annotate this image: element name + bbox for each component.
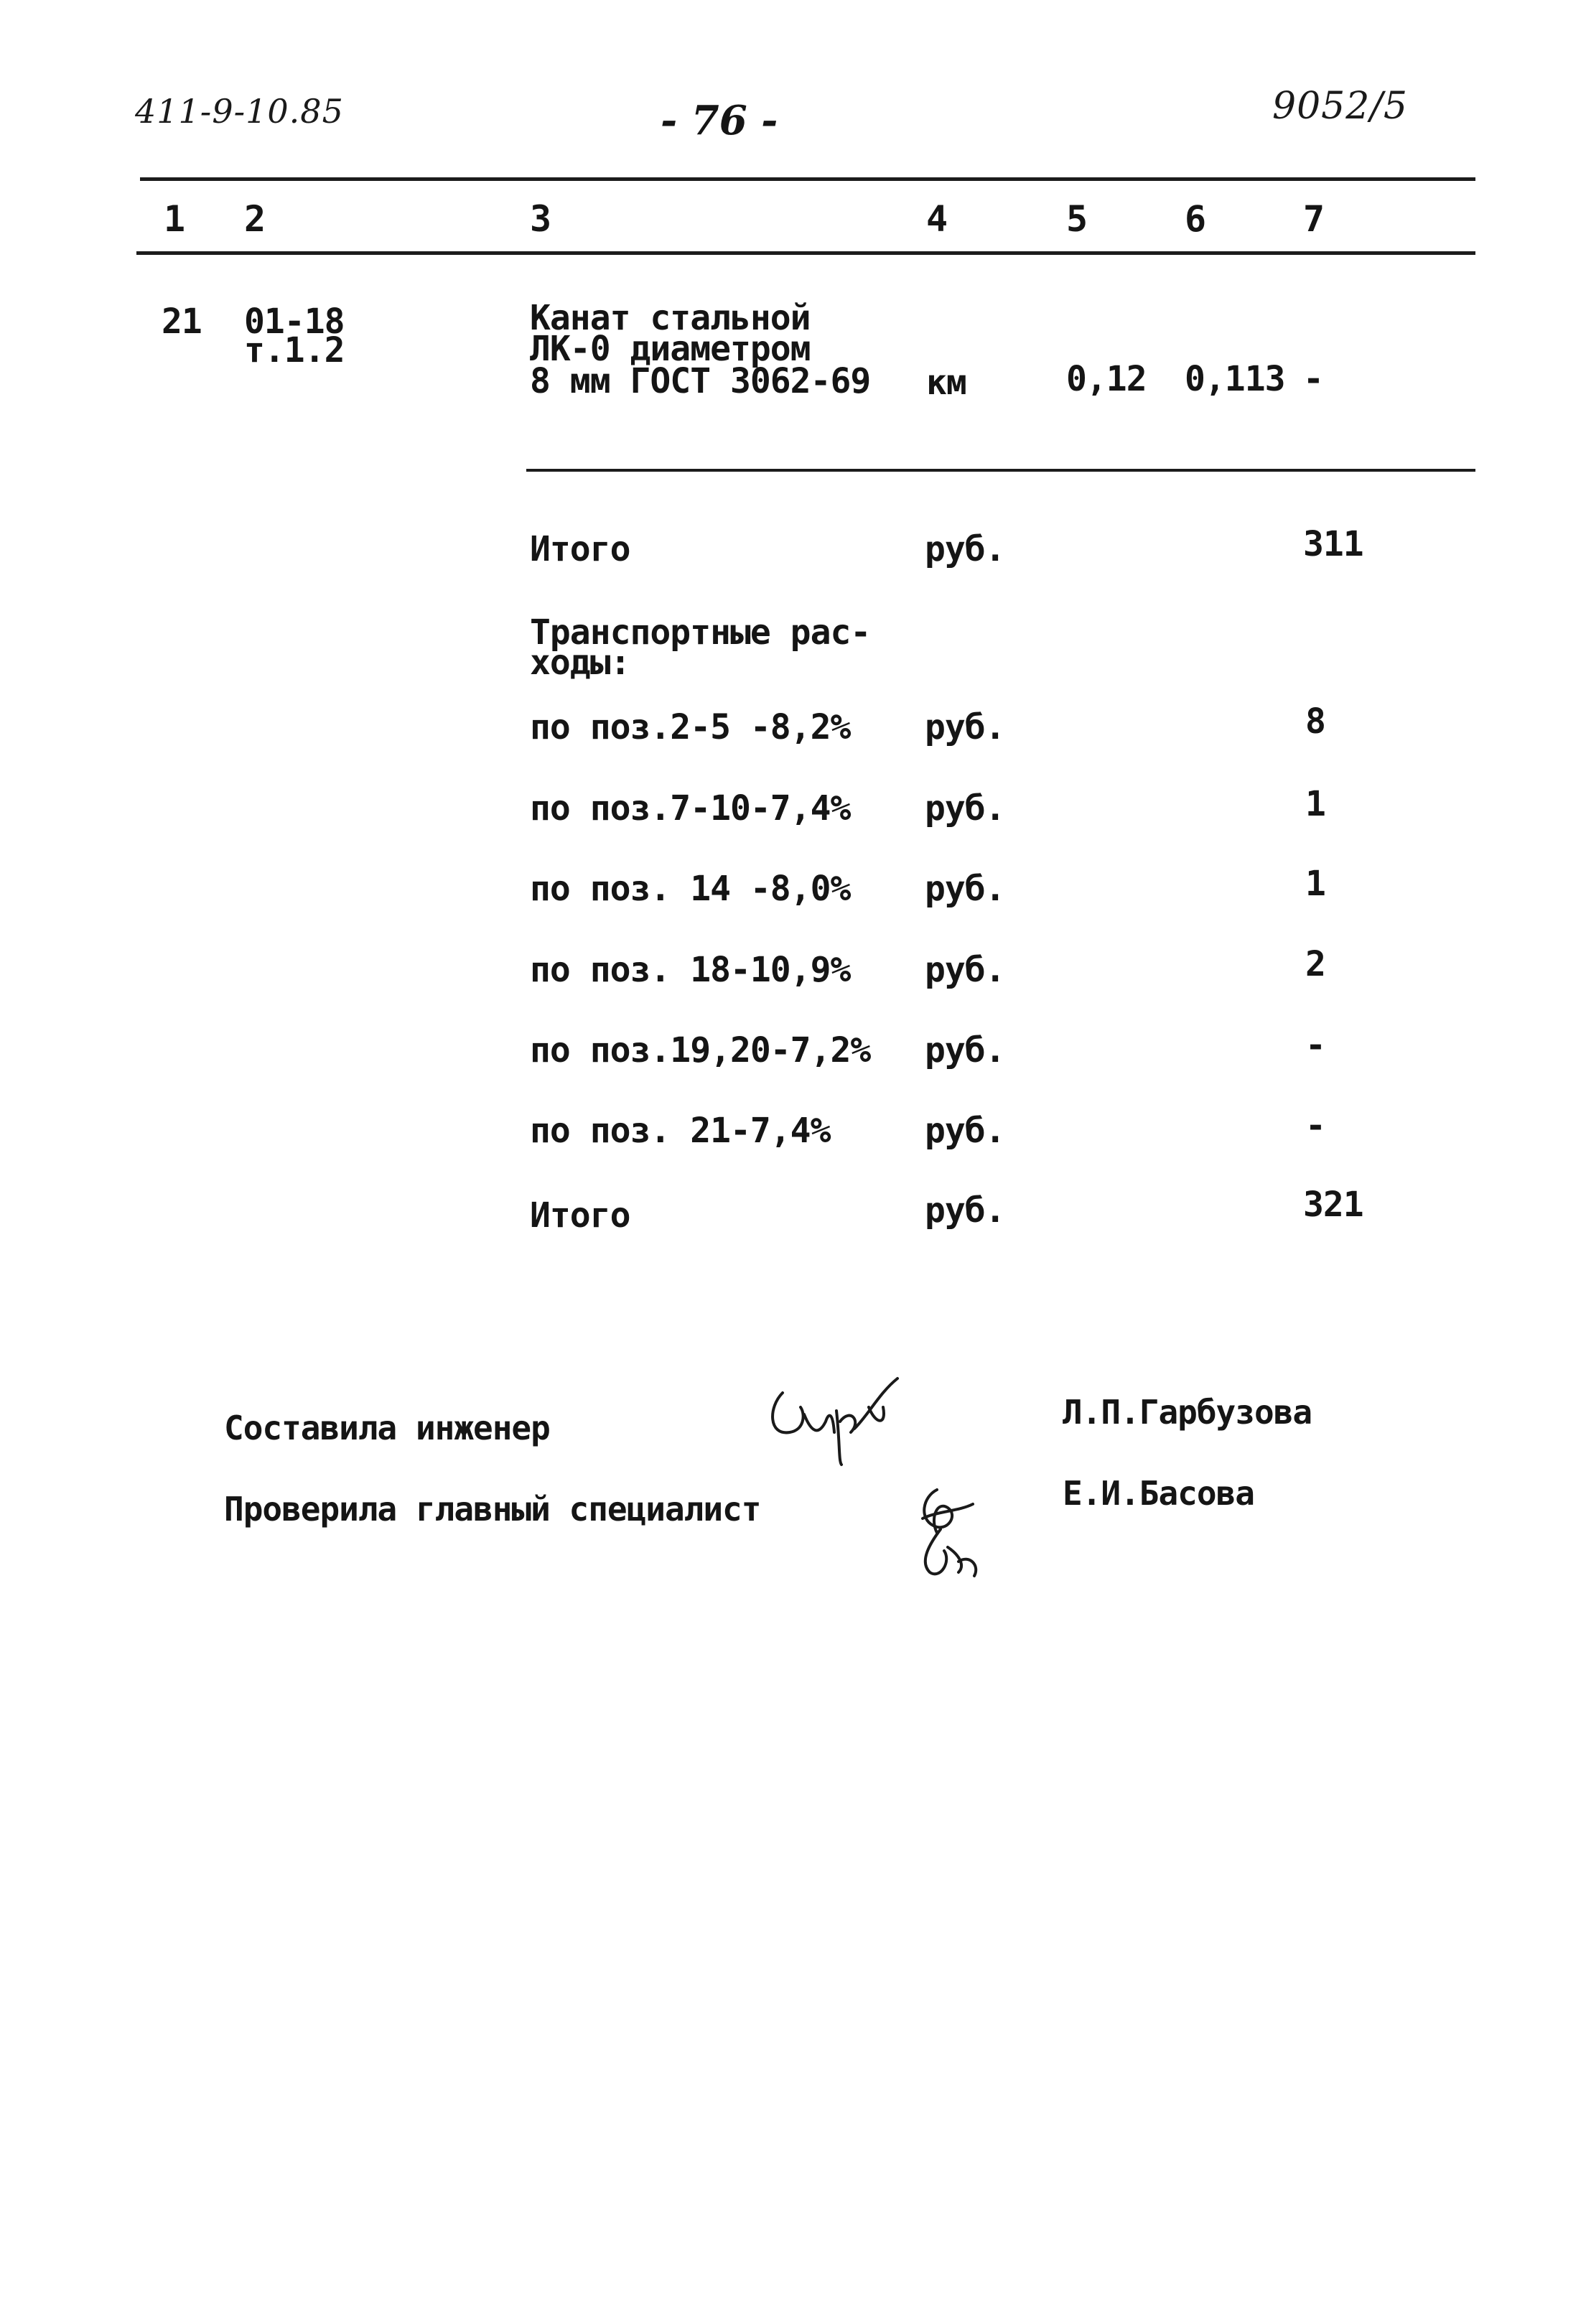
transport-item-unit: руб.	[925, 1030, 1005, 1070]
itogo-unit: руб.	[925, 1190, 1005, 1231]
row-code-table: т.1.2	[244, 330, 345, 370]
transport-heading-line2: ходы:	[530, 643, 630, 683]
itogo-label: Итого	[530, 529, 630, 569]
compiled-signature	[761, 1364, 905, 1465]
transport-item-label: по поз.7-10-7,4%	[530, 788, 851, 829]
itogo-value: 321	[1303, 1185, 1363, 1225]
column-header-2: 2	[244, 198, 266, 240]
row-name-line1: Канат стальной	[530, 298, 811, 338]
transport-item-unit: руб.	[925, 869, 1005, 909]
checked-by-label: Проверила главный специалист	[224, 1490, 761, 1529]
transport-item-label: по поз. 18-10,9%	[530, 950, 851, 990]
row-bottom-rule	[526, 469, 1475, 472]
itogo-value: 311	[1303, 524, 1363, 564]
transport-item-label: по поз.19,20-7,2%	[530, 1030, 871, 1070]
transport-item-value: 1	[1305, 784, 1325, 824]
row-unit: км	[926, 363, 966, 403]
transport-item-unit: руб.	[925, 707, 1005, 747]
compiled-by-name: Л.П.Гарбузова	[1063, 1393, 1312, 1432]
itogo-label: Итого	[530, 1195, 630, 1236]
transport-item-value: -	[1305, 1025, 1325, 1065]
column-header-1: 1	[164, 198, 186, 240]
table-header-bottom-rule	[136, 251, 1475, 255]
checked-signature	[908, 1475, 994, 1583]
column-header-7: 7	[1303, 198, 1325, 240]
transport-item-value: -	[1305, 1106, 1325, 1146]
transport-item-label: по поз.2-5 -8,2%	[530, 707, 851, 747]
page-number: - 76 -	[661, 97, 778, 144]
column-header-6: 6	[1185, 198, 1207, 240]
row-col7-value: -	[1303, 359, 1323, 399]
transport-item-unit: руб.	[925, 1111, 1005, 1151]
column-header-3: 3	[530, 198, 552, 240]
column-header-4: 4	[926, 198, 948, 240]
transport-item-value: 1	[1305, 864, 1325, 904]
sheet-reference: 9052/5	[1272, 85, 1408, 128]
transport-item-label: по поз. 21-7,4%	[530, 1111, 831, 1151]
row-name-line3: 8 мм ГОСТ 3062-69	[530, 361, 871, 401]
row-code: 01-18	[244, 302, 345, 342]
column-header-5: 5	[1066, 198, 1088, 240]
row-position: 21	[162, 302, 202, 342]
row-col5-value: 0,12	[1066, 359, 1147, 399]
transport-item-value: 2	[1305, 944, 1325, 984]
transport-item-value: 8	[1305, 701, 1325, 742]
transport-item-unit: руб.	[925, 950, 1005, 990]
checked-by-name: Е.И.Басова	[1063, 1474, 1254, 1513]
row-name-line2: ЛК-0 диаметром	[530, 329, 811, 369]
table-top-rule	[140, 177, 1475, 181]
transport-item-label: по поз. 14 -8,0%	[530, 869, 851, 909]
transport-item-unit: руб.	[925, 788, 1005, 829]
row-col6-value: 0,113	[1185, 359, 1285, 399]
document-code: 411-9-10.85	[135, 92, 344, 131]
itogo-unit: руб.	[925, 529, 1005, 569]
transport-heading-line1: Транспортные рас-	[530, 612, 871, 653]
compiled-by-label: Составила инженер	[224, 1409, 550, 1447]
